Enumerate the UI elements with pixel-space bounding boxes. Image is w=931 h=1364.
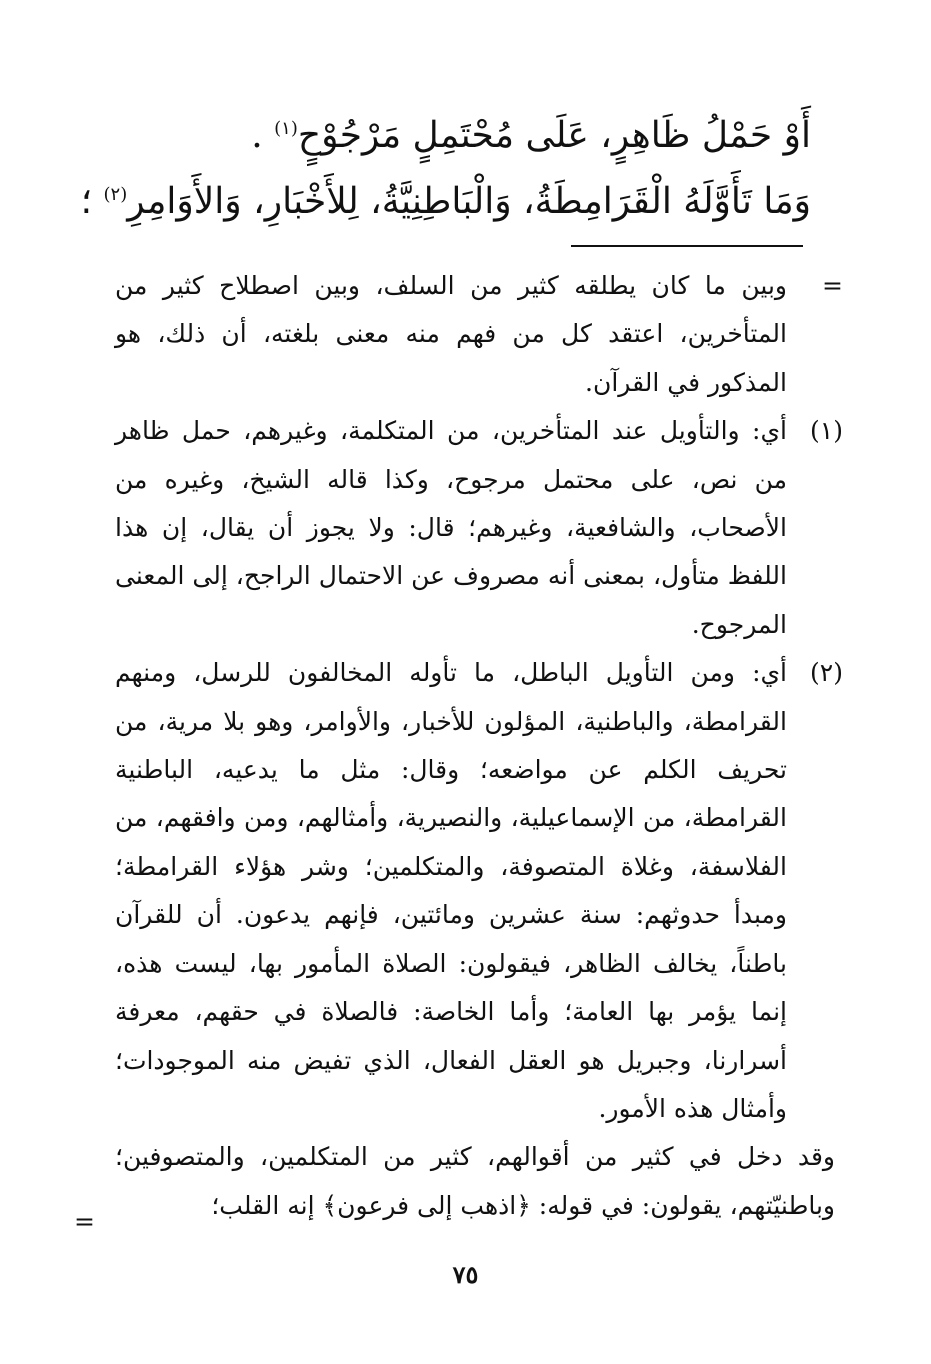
footnotes-section — [115, 262, 843, 1230]
continues-next-page-marker: = — [74, 1207, 95, 1236]
footnote-ref-2[interactable]: (٢) — [103, 184, 128, 205]
page-number: ٧٥ — [452, 1260, 479, 1289]
footnote-ref-1[interactable]: (١) — [274, 118, 298, 139]
verse-line-1-text: أَوْ حَمْلُ ظَاهِرٍ، عَلَى مُحْتَمِلٍ مَرْجُوْحٍ — [297, 115, 811, 156]
verse-line-1 — [111, 112, 811, 160]
footnote-separator — [571, 245, 803, 247]
verse-line-2-trail: ؛ — [80, 181, 104, 222]
verse-line-1-trail: . — [251, 115, 275, 156]
footnote-2-text: أي: ومن التأويل الباطل، ما تأوله المخالفون للرسل، ومنهم القرامطة، والباطنية، المؤلون للأخبار، والأوامر، وهو بلا مرية، من تحريف الكلم عن مواضعه؛ وقال: مثل ما يدعيه، الباطنية القرامطة، من الإسماعيلية، والنصيرية، وأمثالهم، ومن وافقهم، من الفلاسفة، وغلاة المتصوفة، والمتكلمين؛ وشر هؤلاء القرامطة؛ ومبدأ حدوثهم: سنة عشرين ومائتين، فإنهم يدعون. أن للقرآن باطناً، يخالف الظاهر، فيقولون: الصلاة المأمور بها، ليست هذه، إنما يؤمر بها العامة؛ وأما الخاصة: فالصلاة في حقهم، معرفة أسرارنا، وجبريل هو العقل الفعال، الذي تفيض منه الموجودات؛ وأمثال هذه الأمور. — [115, 658, 787, 1123]
footnote-continued — [115, 262, 843, 407]
verse-line-2 — [80, 178, 811, 226]
footnote-1-number: (١) — [810, 416, 843, 446]
verse-line-2-text: وَمَا تَأَوَّلَهُ الْقَرَامِطَةُ، وَالْبَاطِنِيَّةُ، لِلأَخْبَارِ، وَالأَوَامِرِ — [127, 181, 811, 222]
footnote-2 — [115, 649, 843, 1133]
footnote-1-text: أي: والتأويل عند المتأخرين، من المتكلمة، وغيرهم، حمل ظاهر من نص، على محتمل مرجوح، وكذا قاله الشيخ، وغيره من الأصحاب، والشافعية، وغيرهم؛ قال: ولا يجوز أن يقال، إن هذا اللفظ متأول، بمعنى أنه مصروف عن الاحتمال الراجح، إلى المعنى المرجوح. — [115, 416, 787, 639]
footnote-continued-text: وبين ما كان يطلقه كثير من السلف، وبين اصطلاح كثير من المتأخرين، اعتقد كل من فهم منه معنى بلغته، أن ذلك، هو المذكور في القرآن. — [115, 271, 787, 397]
footnote-2-number: (٢) — [810, 658, 843, 688]
footnote-1 — [115, 407, 843, 649]
continuation-marker: = — [822, 271, 843, 300]
footnote-continuation-paragraph: وقد دخل في كثير من أقوالهم، كثير من المتكلمين، والمتصوفين؛ وباطنيّتهم، يقولون: في قوله: ﴿اذهب إلى فرعون﴾ إنه القلب؛ — [115, 1142, 835, 1220]
